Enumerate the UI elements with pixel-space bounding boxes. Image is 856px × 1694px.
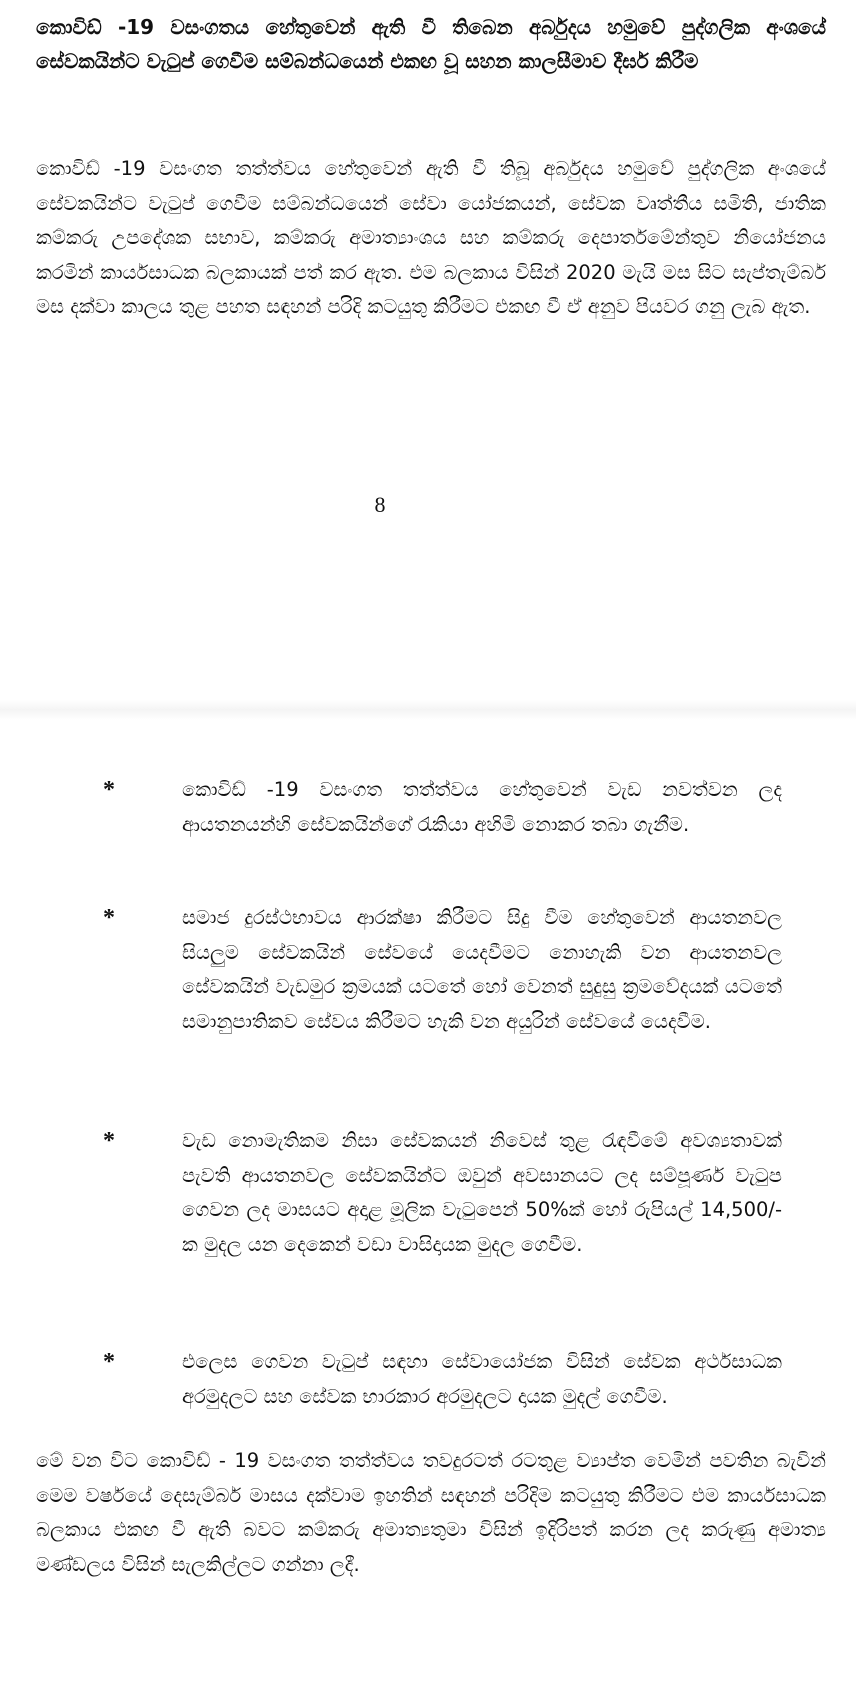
bullet-text: එලෙස ගෙවන වැටුප් සඳහා සේවායෝජක විසින් සේවක අර්ථසාධක අරමුදලට සහ සේවක භාරකාර අරමුදලට දායක මුදල් ගෙවීම. <box>182 1350 782 1408</box>
document-title: කොවිඩ් -19 වසංගතය හේතුවෙන් ඇති වී තිබෙන අර්බුදය හමුවේ පුද්ගලික අංශයේ සේවකයින්ට වැටුප් ගෙවීම සම්බන්ධයෙන් එකඟ වූ සහන කාලසීමාව දීර්ඝ කිරීම <box>36 15 826 73</box>
asterisk-bullet-icon: * <box>103 777 115 803</box>
asterisk-bullet-icon: * <box>103 1349 115 1375</box>
closing-paragraph: මේ වන විට කොවිඩ් - 19 වසංගත තත්ත්වය තවදුරටත් රටතුළ ව්‍යාප්ත වෙමින් පවතින බැවින් මෙම වර්ෂයේ දෙසැම්බර් මාසය දක්වාම ඉහතින් සඳහන් පරිදිම කටයුතු කිරීමට එම කාර්යසාධක බලකාය එකඟ වී ඇති බවට කම්කරු අමාත්‍යතුමා විසින් ඉදිරිපත් කරන ලද කරුණු අමාත්‍ය මණ්ඩලය විසින් සැලකිල්ලට ගන්නා ලදී. <box>36 1449 826 1576</box>
bullet-text: සමාජ දුරස්ථභාවය ආරක්ෂා කිරීමට සිදු වීම හේතුවෙන් ආයතනවල සියලුම සේවකයින් සේවයේ යෙදවීමට නොහැකි වන ආයතනවල සේවකයින් වැඩමුර ක්‍රමයක් යටතේ හෝ වෙනත් සුදුසු ක්‍රමවේදයක් යටතේ සමානුපාතිකව සේවය කිරීමට හැකි වන අයුරින් සේවයේ යෙදවීම. <box>182 906 782 1033</box>
bullet-text: වැඩ නොමැතිකම නිසා සේවකයන් නිවෙස් තුළ රැඳවීමේ අවශ්‍යතාවක් පැවති ආයතනවල සේවකයින්ට ඔවුන් අවසානයට ලද සම්පූර්ණ වැටුප ගෙවන ලද මාසයට අදාළ මූලික වැටුපෙන් 50%ක් හෝ රුපියල් 14,500/-ක මුදල යන දෙකෙන් වඩා වාසිදායක මුදල ගෙවීම. <box>182 1129 782 1256</box>
page-number: 8 <box>374 492 386 517</box>
bullet-text: කොවිඩ් -19 වසංගත තත්ත්වය හේතුවෙන් වැඩ නවත්වන ලද ආයතනයන්හි සේවකයින්ගේ රැකියා අහිමි නොකර තබා ගැනීම. <box>182 778 782 836</box>
asterisk-bullet-icon: * <box>103 1128 115 1154</box>
intro-paragraph: කොවිඩ් -19 වසංගත තත්ත්වය හේතුවෙන් ඇති වී තිබූ අර්බුදය හමුවේ පුද්ගලික අංශයේ සේවකයින්ට වැටුප් ගෙවීම සම්බන්ධයෙන් සේවා යෝජකයන්, සේවක වෘත්තීය සමිති, ජාතික කම්කරු උපදේශක සභාව, කම්කරු අමාත්‍යාංශය සහ කම්කරු දෙපාර්තමේන්තුව නියෝජනය කරමින් කාර්යසාධක බලකායක් පත් කර ඇත. එම බලකාය විසින් 2020 මැයි මස සිට සැප්තැම්බර් මස දක්වා කාලය තුළ පහත සඳහන් පරිදි කටයුතු කිරීමට එකඟ වී ඒ අනුව පියවර ගනු ලැබ ඇත. <box>36 157 826 318</box>
page-sheet-top <box>0 0 856 700</box>
page-break <box>0 700 856 720</box>
asterisk-bullet-icon: * <box>103 905 115 931</box>
